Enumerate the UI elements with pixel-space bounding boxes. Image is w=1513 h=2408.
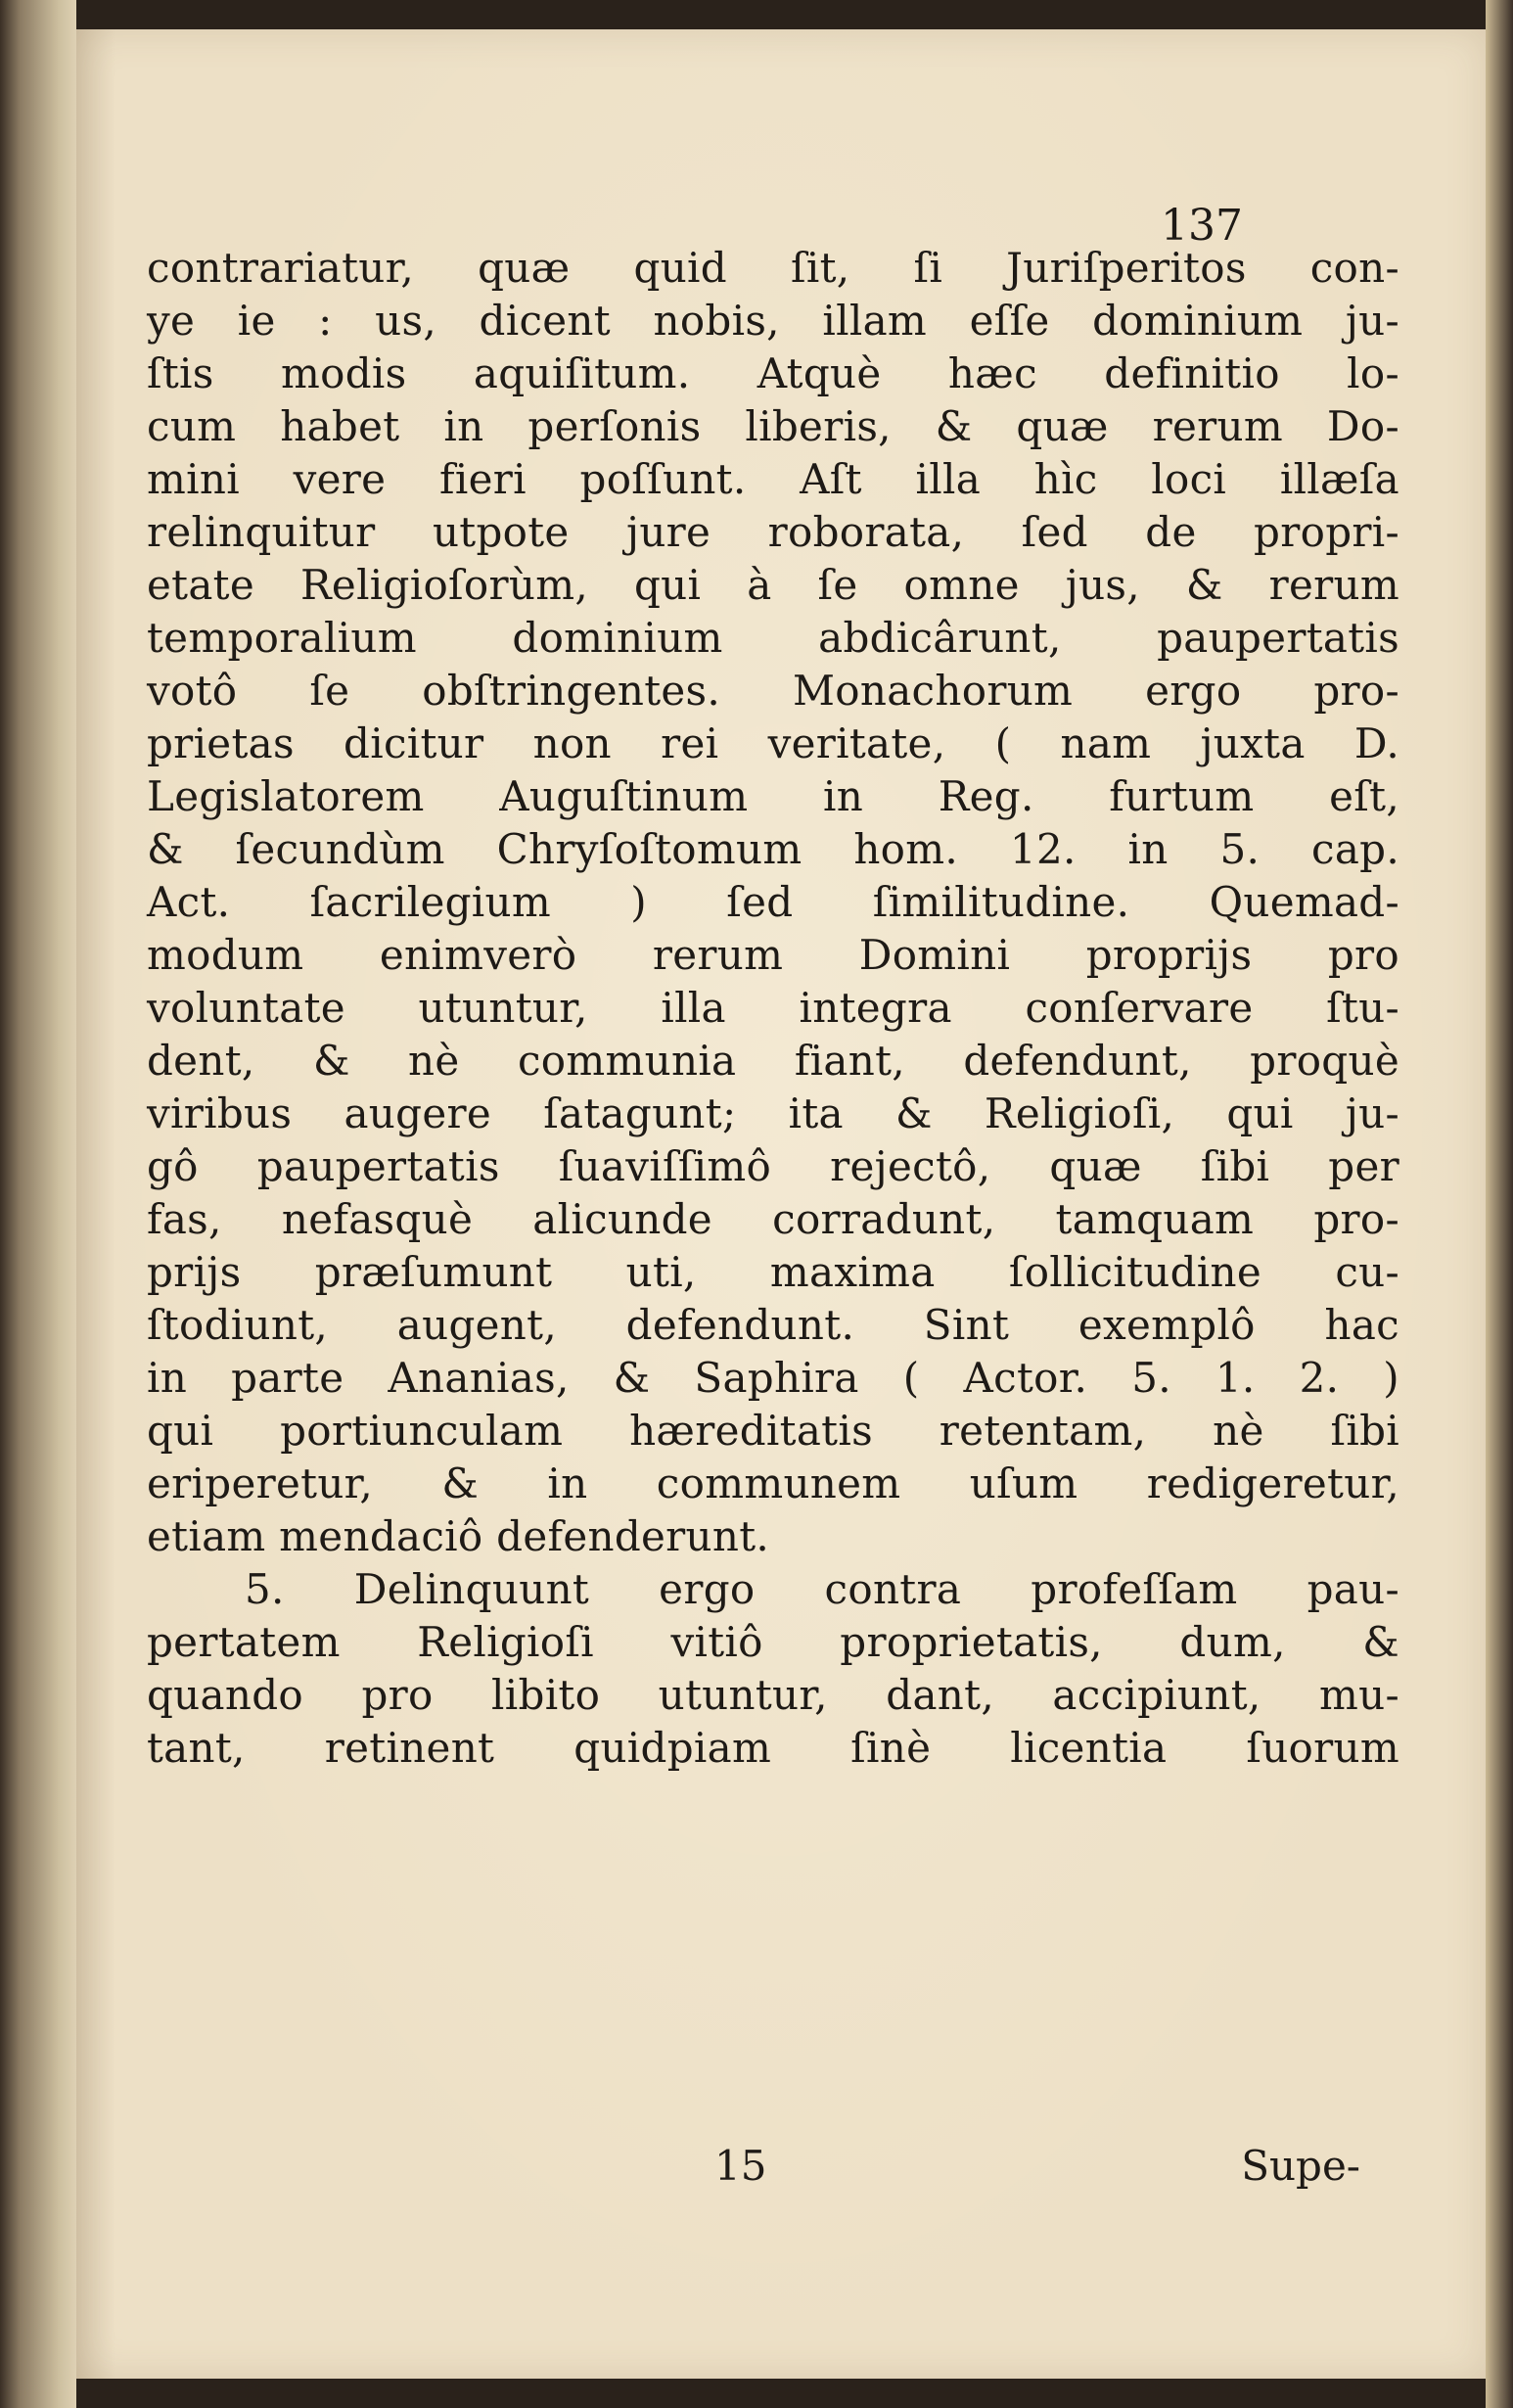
text-line: & ſecundùm Chryſoſtomum hom. 12. in 5. cap. [147, 825, 1399, 873]
text-line: fas, nefasquè alicunde corradunt, tamquam pro- [147, 1195, 1399, 1243]
text-line: ſtodiunt, augent, defendunt. Sint exemplô hac [147, 1301, 1399, 1349]
text-line: etiam mendaciô defenderunt. [147, 1512, 770, 1560]
book-page [76, 29, 1486, 2379]
text-line: voluntate utuntur, illa integra conſervare ſtu- [147, 984, 1399, 1032]
signature-mark: 15 [714, 2142, 767, 2190]
text-line: relinquitur utpote jure roborata, ſed de propri- [147, 508, 1399, 556]
text-line: in parte Ananias, & Saphira ( Actor. 5. 1. 2. ) [147, 1354, 1399, 1402]
book-spine [0, 0, 76, 2408]
text-line: modum enimverò rerum Domini proprijs pro [147, 931, 1399, 979]
text-line: temporalium dominium abdicârunt, paupertatis [147, 614, 1399, 662]
text-line: eriperetur, & in communem uſum redigeretur, [147, 1459, 1399, 1507]
text-line: mini vere fieri poſſunt. Aſt illa hìc loci illæſa [147, 455, 1399, 503]
page-edge [1486, 0, 1513, 2408]
text-line: contrariatur, quæ quid ſit, ſi Juriſperitos con- [147, 244, 1399, 292]
page-footer [147, 2142, 1399, 2200]
text-line: votô ſe obſtringentes. Monachorum ergo pro- [147, 667, 1399, 715]
text-line: cum habet in perſonis liberis, & quæ rerum Do- [147, 402, 1399, 450]
paragraph-start-line: 5. Delinquunt ergo contra profeſſam pau- [245, 1565, 1399, 1613]
text-line: ſtis modis aquiſitum. Atquè hæc definitio lo- [147, 349, 1399, 397]
text-line: quando pro libito utuntur, dant, accipiunt, mu- [147, 1671, 1399, 1719]
text-line: prijs præſumunt uti, maxima ſollicitudine cu- [147, 1248, 1399, 1296]
body-text [147, 191, 1399, 1775]
text-line: tant, retinent quidpiam ſinè licentia ſuorum [147, 1724, 1399, 1772]
text-line: ye ie : us, dicent nobis, illam eſſe dominium ju- [147, 297, 1399, 345]
text-line: viribus augere ſatagunt; ita & Religioſi, qui ju- [147, 1089, 1399, 1137]
text-line: etate Religioſorùm, qui à ſe omne jus, & rerum [147, 561, 1399, 609]
catchword: Supe- [1241, 2142, 1360, 2190]
text-line: prietas dicitur non rei veritate, ( nam juxta D. [147, 719, 1399, 767]
text-line: Act. ſacrilegium ) ſed ſimilitudine. Quemad- [147, 878, 1399, 926]
text-line: dent, & nè communia fiant, defendunt, proquè [147, 1037, 1399, 1085]
text-line: qui portiunculam hæreditatis retentam, nè ſibi [147, 1407, 1399, 1455]
text-line: pertatem Religioſi vitiô proprietatis, dum, & [147, 1618, 1399, 1666]
text-line: gô paupertatis ſuaviſſimô rejectô, quæ ſibi per [147, 1142, 1399, 1190]
page-number: 137 [1161, 201, 1243, 251]
text-line: Legislatorem Auguſtinum in Reg. furtum eſt, [147, 772, 1399, 820]
